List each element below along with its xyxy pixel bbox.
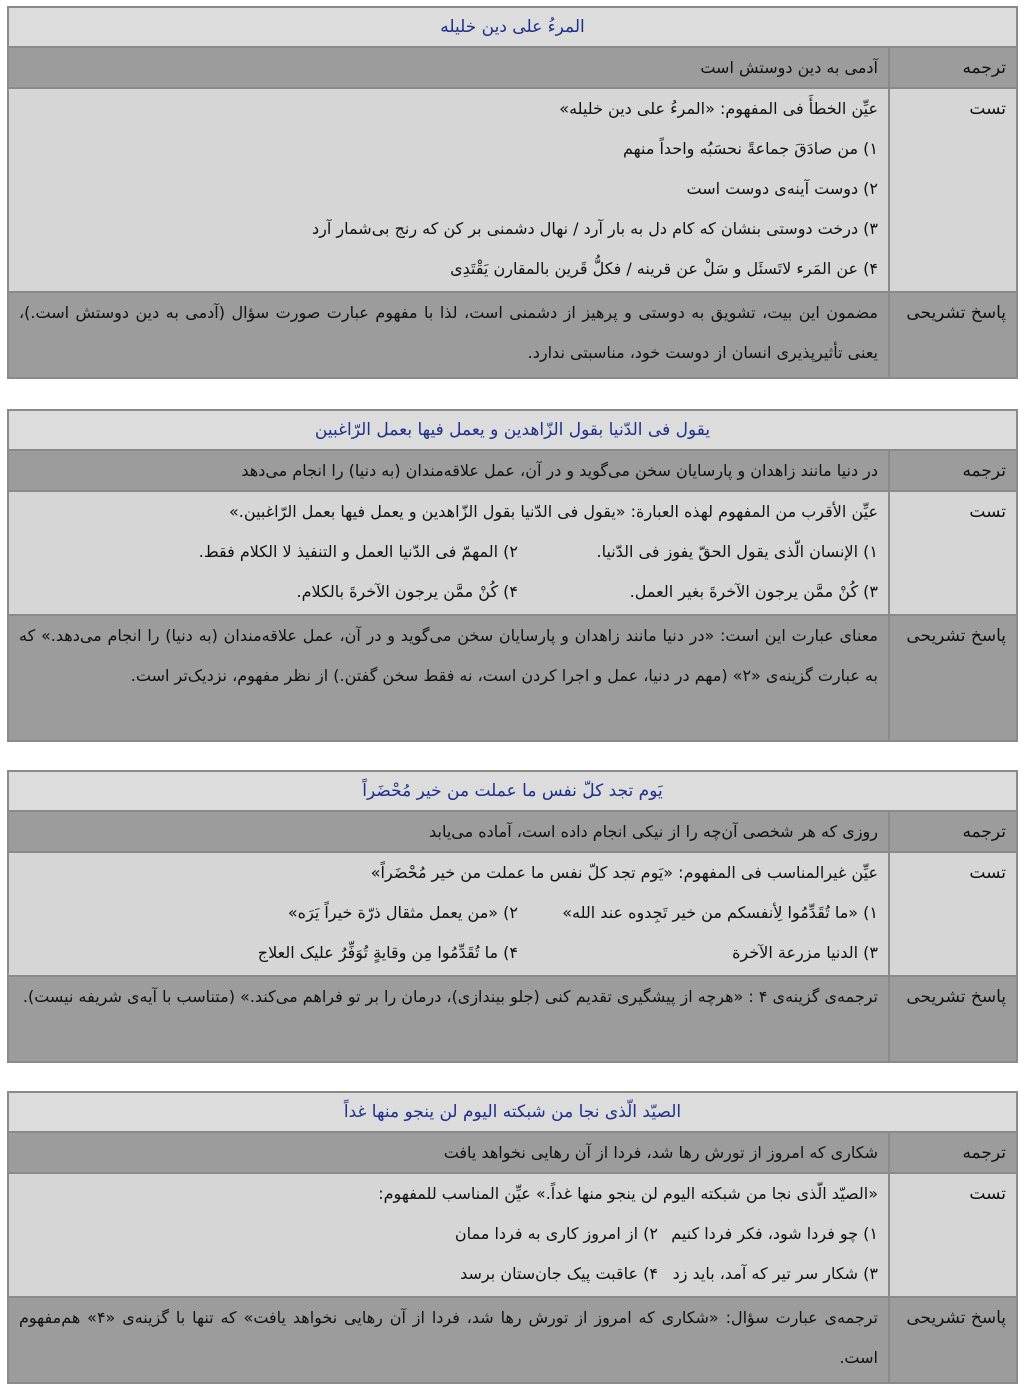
option: ۳) کُنْ ممَّن یرجون الآخرةَ بغیر العمل.: [629, 582, 878, 601]
option-row: [19, 933, 878, 973]
answer-text: ترجمه‌ی گزینه‌ی ۴ : «هرچه از پیشگیری تقدیم کنی (جلو بیندازی)، درمان را بر تو فراهم می‌کند.» (متناسب با آیه‌ی شریفه نیست).: [22, 987, 878, 1006]
row-label: ترجمه: [888, 1133, 1016, 1172]
option: ۳) درخت دوستی بنشان که کام دل به بار آرد / نهال دشمنی بر کن که رنج بی‌شمار آرد: [312, 219, 878, 238]
option: ۳) الدنیا مزرعة الآخرة: [732, 943, 878, 962]
card-title: یَوم تجد کلّ نفس ما عملت من خیر مُحْضَراً: [9, 772, 1016, 812]
row-label: تست: [888, 89, 1016, 291]
option: ۱) الإنسان الّذی یقول الحقّ یفوز فی الدّنیا.: [596, 542, 878, 561]
test-row: [9, 853, 1016, 977]
test-content: [9, 89, 888, 291]
row-label: تست: [888, 1174, 1016, 1296]
answer-text: مضمون این بیت، تشویق به دوستی و پرهیز از دشمنی است، لذا با مفهوم عبارت صورت سؤال (آدمی به دین دوستش است.)، یعنی تأثیرپذیری انسان از دوست خود، مناسبتی ندارد.: [19, 303, 878, 362]
row-label: تست: [888, 853, 1016, 975]
translation-text: شکاری که امروز از تورش رها شد، فردا از آن رهایی نخواهد یافت: [443, 1143, 878, 1162]
card-2: [7, 409, 1018, 742]
translation-row: [9, 812, 1016, 853]
option: ۲) از امروز کاری به فردا ممان: [454, 1224, 658, 1243]
option-row: [19, 893, 878, 933]
option: ۱) «ما تُقَدِّمُوا لِأنفسکم من خیر تَجِدوه عند الله»: [562, 903, 878, 922]
row-label: پاسخ تشریحی: [888, 616, 1016, 740]
answer-text: ترجمه‌ی عبارت سؤال: «شکاری که امروز از تورش رها شد، فردا از آن رهایی نخواهد یافت» که تنها با گزینه‌ی «۴» هم‌مفهوم است.: [19, 1308, 879, 1367]
translation-text: آدمی به دین دوستش است: [700, 58, 878, 77]
answer-text: معنای عبارت این است: «در دنیا مانند زاهدان و پارسایان سخن می‌گوید و در آن، عمل علاقه‌مندان (به دنیا) را انجام می‌دهد.» که به عبارت گزینه‌ی «۲» (مهم در دنیا، عمل و اجرا کردن است، نه فقط سخن گفتن.) از نظر مفهوم، نزدیک‌تر است.: [19, 626, 878, 685]
option: ۱) من صادَقَ جماعةً نحسَبُه واحداً منهم: [622, 139, 878, 158]
card-1: [7, 6, 1018, 379]
row-label: ترجمه: [888, 812, 1016, 851]
translation-row: [9, 451, 1016, 492]
row-label: تست: [888, 492, 1016, 614]
test-row: [9, 89, 1016, 293]
question-text: «الصیّد الّذی نجا من شبکته الیوم لن ینجو منها غداً.» عیِّن المناسب للمفهوم:: [378, 1184, 878, 1203]
test-content: [9, 853, 888, 975]
answer-row: [9, 616, 1016, 740]
row-label: ترجمه: [888, 48, 1016, 87]
question-text: عیِّن الخطأَ فی المفهوم: «المرءُ علی دین خلیله»: [559, 99, 878, 118]
card-title: المرءُ علی دین خلیله: [9, 8, 1016, 48]
answer-row: [9, 977, 1016, 1061]
option: ۲) المهمّ فی الدّنیا العمل و التنفیذ لا الکلام فقط.: [198, 542, 518, 561]
test-content: [9, 492, 888, 614]
translation-text: در دنیا مانند زاهدان و پارسایان سخن می‌گوید و در آن، عمل علاقه‌مندان (به دنیا) را انجام می‌دهد: [241, 461, 878, 480]
translation-row: [9, 1133, 1016, 1174]
answer-row: [9, 1298, 1016, 1382]
test-content: [9, 1174, 888, 1296]
option: ۴) کُنْ ممَّن یرجون الآخرةَ بالکلام.: [296, 582, 518, 601]
card-title: الصیّد الّذی نجا من شبکته الیوم لن ینجو منها غداً: [9, 1093, 1016, 1133]
question-text: عیِّن غیرالمناسب فی المفهوم: «یَوم تجد کلّ نفس ما عملت من خیر مُحْضَراً»: [370, 863, 878, 882]
card-3: [7, 770, 1018, 1063]
row-label: پاسخ تشریحی: [888, 1298, 1016, 1382]
option: ۴) عن المَرء لاتَسئَل و سَلْ عن قرینه / فکلُّ قَرین بالمقارن یَقْتَدِی: [450, 259, 878, 278]
option: ۲) دوست آینه‌ی دوست است: [686, 179, 878, 198]
option: ۴) ما تُقَدِّمُوا مِن وقایةٍ تُوَفِّرُ علیک العلاج: [257, 943, 518, 962]
translation-row: [9, 48, 1016, 89]
option-row: [19, 1214, 878, 1254]
row-label: پاسخ تشریحی: [888, 977, 1016, 1061]
answer-row: [9, 293, 1016, 377]
option: ۳) شکار سر تیر که آمد، باید زد: [672, 1264, 878, 1283]
test-row: [9, 1174, 1016, 1298]
option-row: [19, 532, 878, 572]
option: ۴) عاقبت پیک جان‌ستان برسد: [460, 1264, 658, 1283]
option: ۲) «من یعمل مثقال ذرّة خیراً یَرَه»: [287, 903, 518, 922]
translation-text: روزی که هر شخصی آن‌چه را از نیکی انجام داده است، آماده می‌یابد: [429, 822, 878, 841]
option-row: [19, 572, 878, 612]
card-4: [7, 1091, 1018, 1384]
option: ۱) چو فردا شود، فکر فردا کنیم: [671, 1224, 878, 1243]
test-row: [9, 492, 1016, 616]
row-label: ترجمه: [888, 451, 1016, 490]
question-text: عیِّن الأقرب من المفهوم لهذه العبارة: «یقول فی الدّنیا بقول الزّاهدین و یعمل فیها بعمل الرّاغبین.»: [229, 502, 878, 521]
option-row: [19, 1254, 878, 1294]
card-title: یقول فی الدّنیا بقول الزّاهدین و یعمل فیها بعمل الرّاغبین: [9, 411, 1016, 451]
row-label: پاسخ تشریحی: [888, 293, 1016, 377]
